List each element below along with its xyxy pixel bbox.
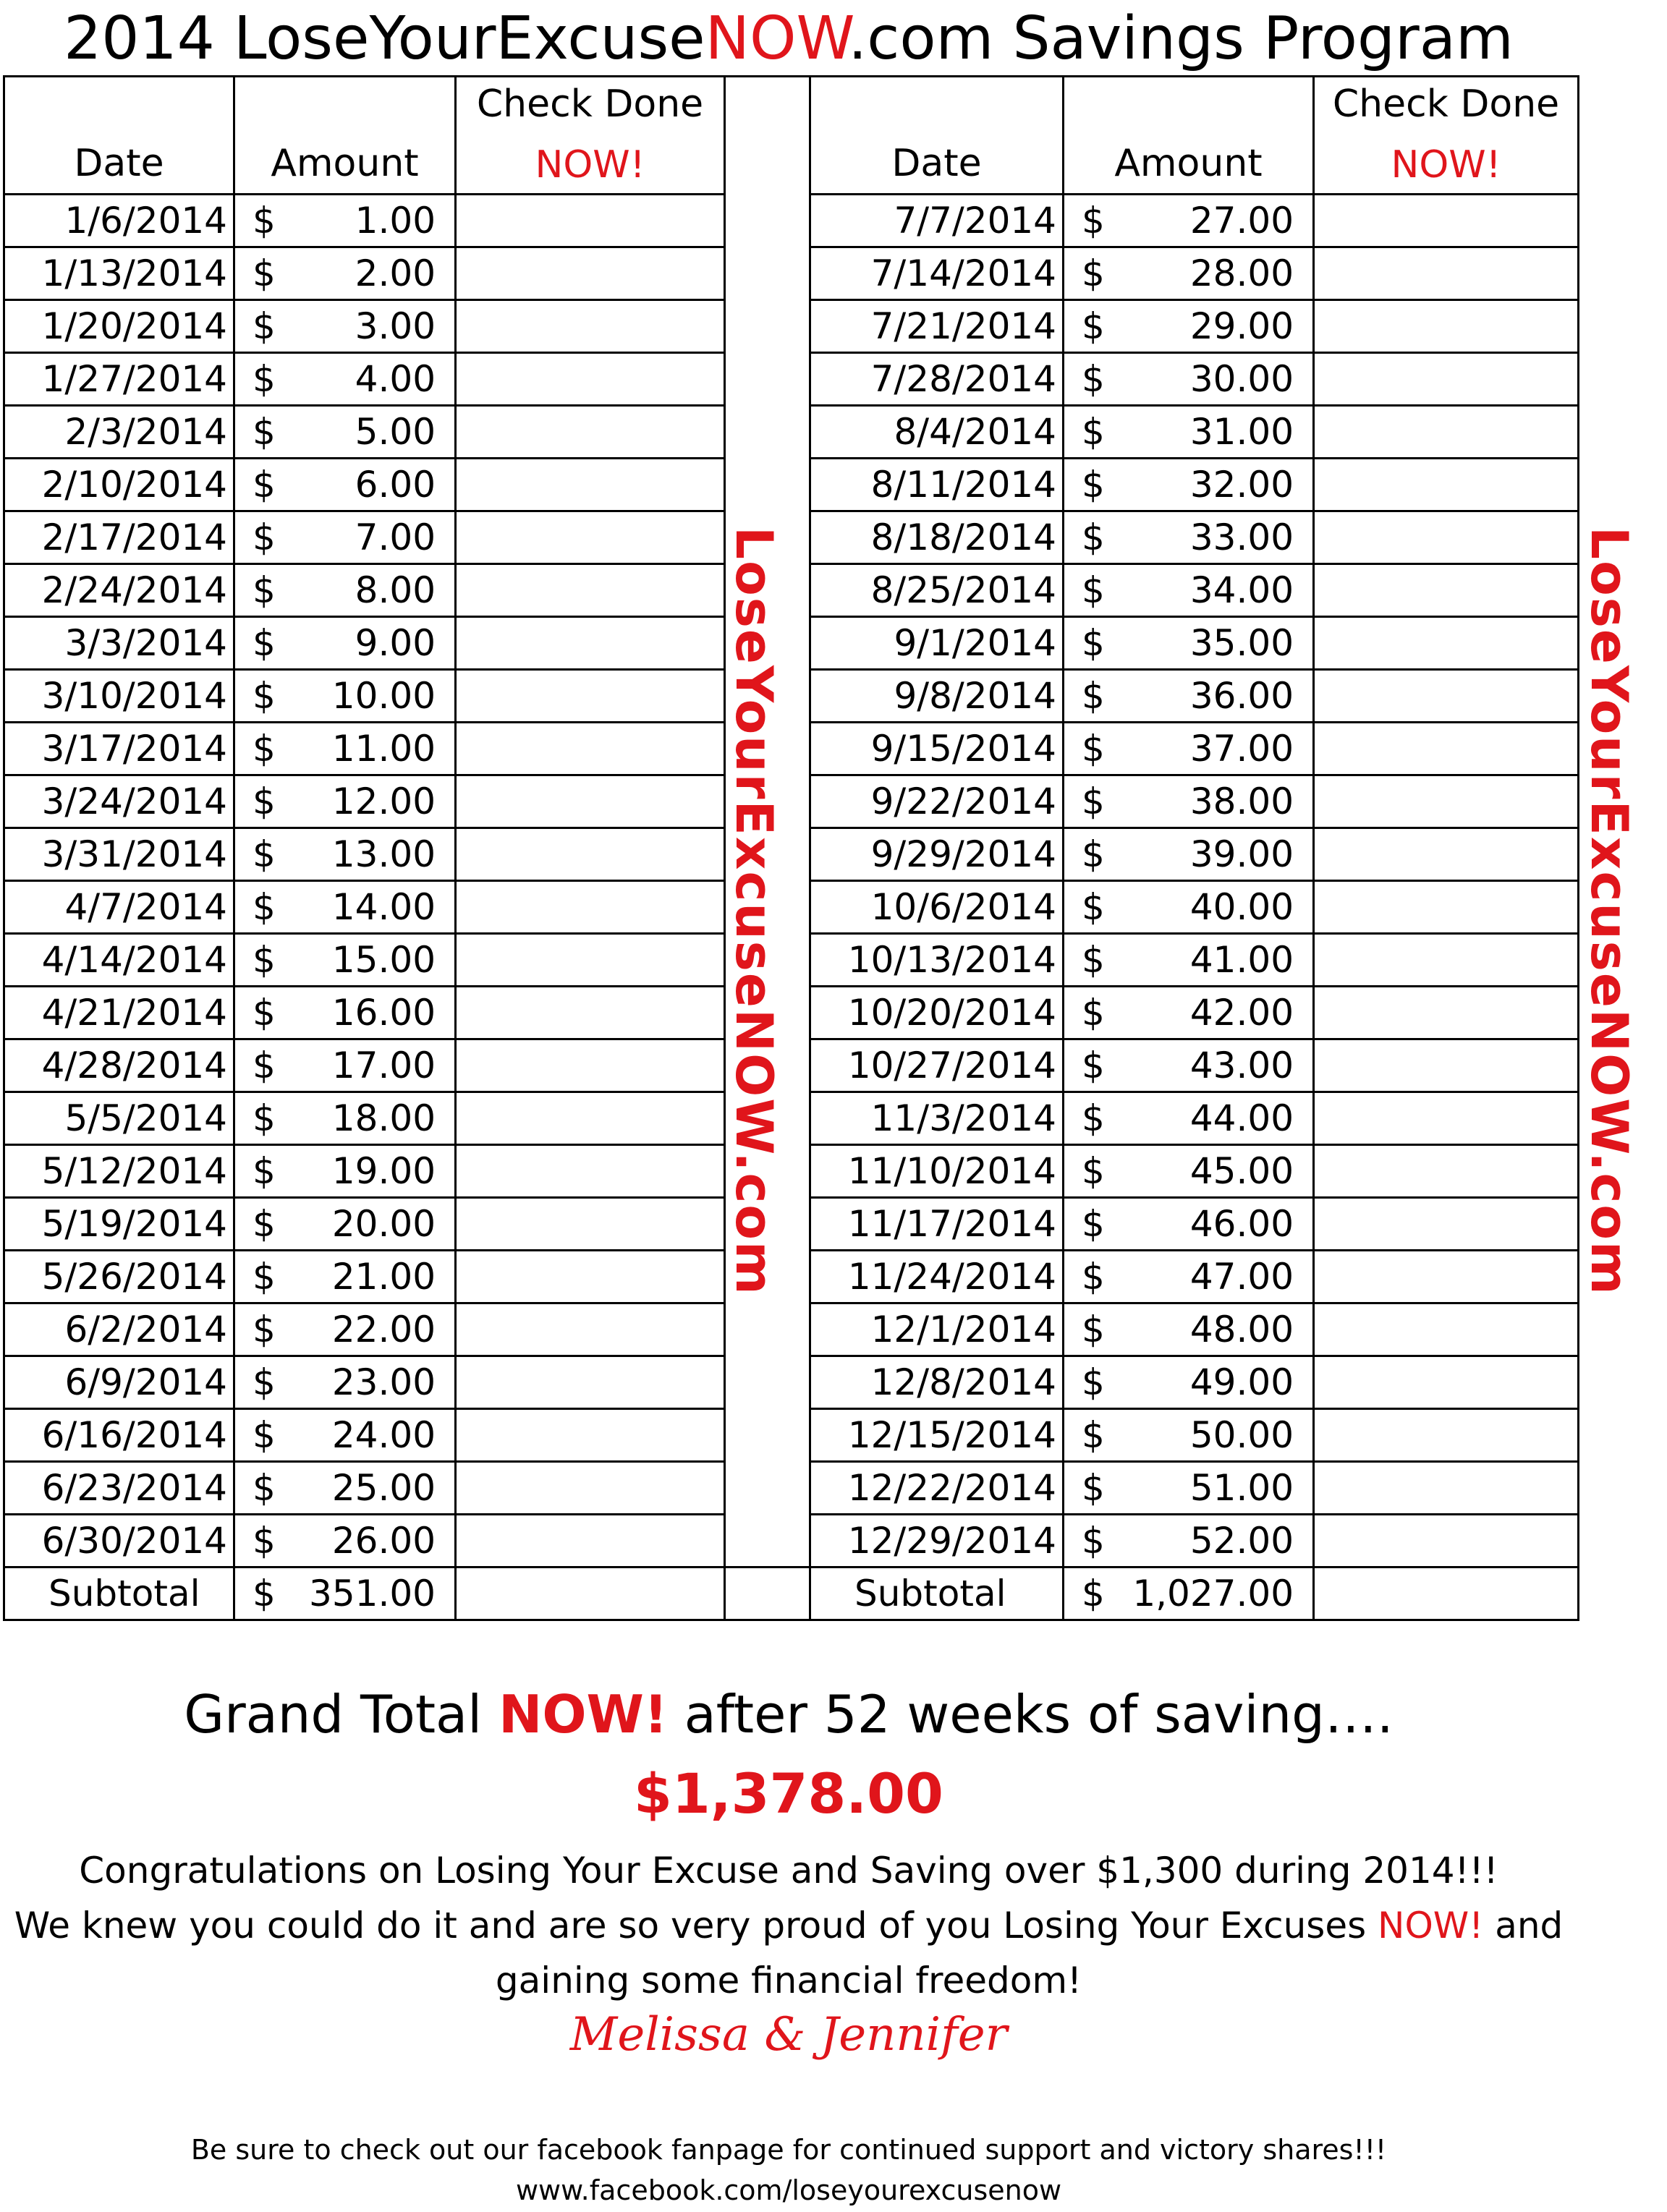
left-date-cell: 6/2/2014 (4, 1303, 234, 1356)
left-amount-cell (234, 617, 456, 670)
footer-note: Be sure to check out our facebook fanpage for continued support and victory shares!!! (190, 2134, 1387, 2166)
amount-value: 33.00 (1189, 516, 1294, 558)
right-check-cell[interactable] (1314, 775, 1579, 828)
right-amount-cell (1064, 1356, 1314, 1409)
right-check-cell[interactable] (1314, 564, 1579, 617)
currency-symbol: $ (1082, 1097, 1105, 1139)
right-date-cell: 12/8/2014 (810, 1356, 1064, 1409)
grand-total-amount: $1,378.00 (634, 1761, 943, 1826)
title-prefix: 2014 LoseYourExcuse (64, 4, 705, 73)
amount-value: 40.00 (1189, 886, 1294, 928)
right-amount-cell (1064, 1409, 1314, 1462)
right-date-header: Date (810, 77, 1064, 195)
right-check-cell[interactable] (1314, 1145, 1579, 1198)
currency-symbol: $ (253, 833, 276, 875)
amount-value: 41.00 (1189, 939, 1294, 981)
right-amount-cell (1064, 1092, 1314, 1145)
currency-symbol: $ (1082, 939, 1105, 981)
currency-symbol: $ (1082, 1309, 1105, 1350)
left-date-cell: 4/28/2014 (4, 1039, 234, 1092)
currency-symbol: $ (1082, 833, 1105, 875)
left-check-cell[interactable] (456, 564, 725, 617)
amount-value: 50.00 (1189, 1414, 1294, 1456)
left-date-cell: 4/21/2014 (4, 987, 234, 1039)
right-amount-cell (1064, 300, 1314, 353)
currency-symbol: $ (253, 200, 276, 242)
currency-symbol: $ (253, 622, 276, 664)
left-check-cell[interactable] (456, 1198, 725, 1251)
right-date-cell: 10/13/2014 (810, 934, 1064, 987)
left-date-cell: 6/30/2014 (4, 1515, 234, 1567)
amount-value: 48.00 (1189, 1309, 1294, 1350)
amount-value: 45.00 (1189, 1150, 1294, 1192)
amount-value: 30.00 (1189, 358, 1294, 400)
left-amount-cell (234, 300, 456, 353)
amount-value: 20.00 (331, 1203, 436, 1245)
currency-symbol: $ (253, 939, 276, 981)
currency-symbol: $ (1082, 252, 1105, 294)
right-check-cell[interactable] (1314, 511, 1579, 564)
amount-value: 18.00 (331, 1097, 436, 1139)
right-date-cell: 11/24/2014 (810, 1251, 1064, 1303)
amount-value: 12.00 (331, 780, 436, 822)
currency-symbol: $ (253, 1520, 276, 1562)
currency-symbol: $ (1082, 622, 1105, 664)
left-amount-cell (234, 1515, 456, 1567)
left-amount-cell (234, 670, 456, 723)
right-date-cell: 12/1/2014 (810, 1303, 1064, 1356)
right-date-cell: 12/15/2014 (810, 1409, 1064, 1462)
left-subtotal-amount: $ 351.00 (234, 1567, 456, 1620)
amount-value: 46.00 (1189, 1203, 1294, 1245)
left-amount-cell (234, 987, 456, 1039)
right-amount-cell (1064, 1303, 1314, 1356)
left-date-cell: 2/3/2014 (4, 406, 234, 459)
currency-symbol: $ (1082, 516, 1105, 558)
left-check-cell[interactable] (456, 617, 725, 670)
amount-value: 22.00 (331, 1309, 436, 1350)
right-check-cell[interactable] (1314, 459, 1579, 511)
left-check-cell[interactable] (456, 775, 725, 828)
right-date-cell: 9/15/2014 (810, 723, 1064, 775)
currency-symbol: $ (253, 728, 276, 770)
left-date-cell: 1/27/2014 (4, 353, 234, 406)
title-highlight: NOW (705, 4, 849, 73)
amount-value: 37.00 (1189, 728, 1294, 770)
right-check-cell[interactable] (1314, 881, 1579, 934)
currency-symbol: $ (1082, 1203, 1105, 1245)
vertical-brand-right: LoseYourExcuseNOW.com (1579, 527, 1640, 1296)
left-check-cell[interactable] (456, 195, 725, 247)
currency-symbol: $ (253, 1414, 276, 1456)
left-check-cell[interactable] (456, 934, 725, 987)
currency-symbol: $ (1082, 1414, 1105, 1456)
left-amount-cell (234, 934, 456, 987)
left-amount-cell (234, 1462, 456, 1515)
amount-value: 14.00 (331, 886, 436, 928)
currency-symbol: $ (253, 1256, 276, 1298)
amount-value: 49.00 (1189, 1361, 1294, 1403)
table-row (4, 195, 1579, 247)
amount-value: 3.00 (355, 305, 436, 347)
left-amount-cell (234, 353, 456, 406)
right-date-cell: 8/11/2014 (810, 459, 1064, 511)
left-check-cell[interactable] (456, 300, 725, 353)
left-amount-cell (234, 1092, 456, 1145)
amount-value: 24.00 (331, 1414, 436, 1456)
right-check-cell[interactable] (1314, 1198, 1579, 1251)
separator-column (725, 77, 810, 195)
currency-symbol: $ (1082, 200, 1105, 242)
left-subtotal-label: Subtotal (4, 1567, 234, 1620)
currency-symbol: $ (1082, 1256, 1105, 1298)
currency-symbol: $ (253, 1150, 276, 1192)
left-date-cell: 2/24/2014 (4, 564, 234, 617)
currency-symbol: $ (1082, 1150, 1105, 1192)
currency-symbol: $ (253, 569, 276, 611)
currency-symbol: $ (253, 1467, 276, 1509)
right-amount-cell (1064, 353, 1314, 406)
left-date-cell: 3/17/2014 (4, 723, 234, 775)
amount-value: 39.00 (1189, 833, 1294, 875)
left-check-cell[interactable] (456, 828, 725, 881)
amount-value: 6.00 (355, 464, 436, 506)
right-check-cell[interactable] (1314, 670, 1579, 723)
left-amount-cell (234, 1409, 456, 1462)
right-date-cell: 9/29/2014 (810, 828, 1064, 881)
right-date-cell: 7/7/2014 (810, 195, 1064, 247)
amount-value: 28.00 (1189, 252, 1294, 294)
amount-value: 27.00 (1189, 200, 1294, 242)
left-check-cell[interactable] (456, 881, 725, 934)
congrats-line-3: gaining some financial freedom! (495, 1960, 1082, 2002)
amount-value: 31.00 (1189, 411, 1294, 453)
currency-symbol: $ (1082, 358, 1105, 400)
table-header-row (4, 77, 1579, 195)
amount-value: 35.00 (1189, 622, 1294, 664)
left-check-cell[interactable] (456, 1462, 725, 1515)
currency-symbol: $ (1082, 1361, 1105, 1403)
right-check-cell[interactable] (1314, 247, 1579, 300)
currency-symbol: $ (253, 1203, 276, 1245)
amount-value: 43.00 (1189, 1045, 1294, 1086)
left-check-cell[interactable] (456, 406, 725, 459)
left-check-cell[interactable] (456, 1409, 725, 1462)
right-date-cell: 10/6/2014 (810, 881, 1064, 934)
currency-symbol: $ (1082, 780, 1105, 822)
amount-value: 25.00 (331, 1467, 436, 1509)
left-amount-cell (234, 564, 456, 617)
left-check-cell[interactable] (456, 511, 725, 564)
left-date-cell: 4/14/2014 (4, 934, 234, 987)
right-amount-cell (1064, 459, 1314, 511)
congrats-line-2: We knew you could do it and are so very proud of you Losing Your Excuses NOW! and (14, 1905, 1564, 1947)
left-check-cell[interactable] (456, 1092, 725, 1145)
right-check-cell[interactable] (1314, 1356, 1579, 1409)
right-date-cell: 10/27/2014 (810, 1039, 1064, 1092)
right-amount-cell (1064, 670, 1314, 723)
amount-value: 10.00 (331, 675, 436, 717)
left-check-cell[interactable] (456, 670, 725, 723)
amount-value: 42.00 (1189, 992, 1294, 1034)
page-title (0, 3, 1577, 75)
congrats-line-1: Congratulations on Losing Your Excuse and Saving over $1,300 during 2014!!! (79, 1850, 1498, 1892)
right-date-cell: 7/28/2014 (810, 353, 1064, 406)
left-date-cell: 3/31/2014 (4, 828, 234, 881)
right-check-cell[interactable] (1314, 406, 1579, 459)
currency-symbol: $ (253, 1309, 276, 1350)
amount-value: 44.00 (1189, 1097, 1294, 1139)
left-check-cell[interactable] (456, 723, 725, 775)
left-date-cell: 6/23/2014 (4, 1462, 234, 1515)
right-date-cell: 7/21/2014 (810, 300, 1064, 353)
amount-value: 16.00 (331, 992, 436, 1034)
title-suffix: .com Savings Program (848, 4, 1514, 73)
right-amount-cell (1064, 881, 1314, 934)
amount-value: 8.00 (355, 569, 436, 611)
currency-symbol: $ (253, 992, 276, 1034)
right-amount-cell (1064, 1515, 1314, 1567)
left-amount-cell (234, 1198, 456, 1251)
right-amount-header: Amount (1064, 77, 1314, 195)
right-check-cell[interactable] (1314, 1409, 1579, 1462)
left-check-cell[interactable] (456, 459, 725, 511)
amount-value: 17.00 (331, 1045, 436, 1086)
left-amount-cell (234, 459, 456, 511)
currency-symbol: $ (1082, 1520, 1105, 1562)
left-check-cell[interactable] (456, 1145, 725, 1198)
amount-value: 15.00 (331, 939, 436, 981)
left-date-cell: 1/6/2014 (4, 195, 234, 247)
right-check-cell[interactable] (1314, 987, 1579, 1039)
left-check-cell[interactable] (456, 1039, 725, 1092)
right-amount-cell (1064, 828, 1314, 881)
currency-symbol: $ (1082, 1467, 1105, 1509)
right-amount-cell (1064, 723, 1314, 775)
right-amount-cell (1064, 1251, 1314, 1303)
amount-value: 51.00 (1189, 1467, 1294, 1509)
right-check-cell[interactable] (1314, 1515, 1579, 1567)
right-date-cell: 11/10/2014 (810, 1145, 1064, 1198)
right-check-cell[interactable] (1314, 353, 1579, 406)
amount-value: 2.00 (355, 252, 436, 294)
left-amount-cell (234, 1303, 456, 1356)
left-amount-cell (234, 511, 456, 564)
left-amount-header: Amount (234, 77, 456, 195)
left-check-cell[interactable] (456, 247, 725, 300)
left-date-cell: 3/10/2014 (4, 670, 234, 723)
right-amount-cell (1064, 987, 1314, 1039)
amount-value: 7.00 (355, 516, 436, 558)
right-date-cell: 12/22/2014 (810, 1462, 1064, 1515)
left-date-cell: 3/24/2014 (4, 775, 234, 828)
amount-value: 47.00 (1189, 1256, 1294, 1298)
right-date-cell: 7/14/2014 (810, 247, 1064, 300)
right-amount-cell (1064, 247, 1314, 300)
amount-value: 4.00 (355, 358, 436, 400)
right-check-cell[interactable] (1314, 828, 1579, 881)
left-check-cell[interactable] (456, 1303, 725, 1356)
right-amount-cell (1064, 1039, 1314, 1092)
right-amount-cell (1064, 1198, 1314, 1251)
left-amount-cell (234, 1145, 456, 1198)
currency-symbol: $ (253, 1097, 276, 1139)
right-check-cell[interactable] (1314, 1251, 1579, 1303)
left-date-cell: 1/20/2014 (4, 300, 234, 353)
right-check-cell[interactable] (1314, 195, 1579, 247)
left-date-cell: 5/5/2014 (4, 1092, 234, 1145)
right-date-cell: 12/29/2014 (810, 1515, 1064, 1567)
currency-symbol: $ (253, 252, 276, 294)
currency-symbol: $ (1082, 675, 1105, 717)
left-subtotal-check[interactable] (456, 1567, 725, 1620)
right-amount-cell (1064, 617, 1314, 670)
amount-value: 26.00 (331, 1520, 436, 1562)
currency-symbol: $ (1082, 305, 1105, 347)
currency-symbol: $ (253, 780, 276, 822)
currency-symbol: $ (1082, 569, 1105, 611)
currency-symbol: $ (1082, 464, 1105, 506)
amount-value: 1.00 (355, 200, 436, 242)
currency-symbol: $ (253, 1361, 276, 1403)
vertical-brand-left: LoseYourExcuseNOW.com (724, 527, 784, 1296)
amount-value: 34.00 (1189, 569, 1294, 611)
left-date-cell: 3/3/2014 (4, 617, 234, 670)
right-subtotal-label: Subtotal (810, 1567, 1064, 1620)
right-check-cell[interactable] (1314, 934, 1579, 987)
left-check-cell[interactable] (456, 1515, 725, 1567)
right-amount-cell (1064, 406, 1314, 459)
left-check-cell[interactable] (456, 1251, 725, 1303)
amount-value: 5.00 (355, 411, 436, 453)
amount-value: 38.00 (1189, 780, 1294, 822)
left-amount-cell (234, 247, 456, 300)
amount-value: 19.00 (331, 1150, 436, 1192)
left-date-cell: 6/9/2014 (4, 1356, 234, 1409)
amount-value: 52.00 (1189, 1520, 1294, 1562)
amount-value: 13.00 (331, 833, 436, 875)
amount-value: 9.00 (355, 622, 436, 664)
right-amount-cell (1064, 775, 1314, 828)
left-check-cell[interactable] (456, 353, 725, 406)
right-date-cell: 11/3/2014 (810, 1092, 1064, 1145)
left-date-cell: 5/26/2014 (4, 1251, 234, 1303)
right-check-header: Check Done NOW! (1314, 77, 1579, 195)
amount-value: 29.00 (1189, 305, 1294, 347)
grand-total-heading: Grand Total NOW! after 52 weeks of saving…. (184, 1684, 1394, 1745)
left-amount-cell (234, 1356, 456, 1409)
left-check-cell[interactable] (456, 1356, 725, 1409)
right-check-cell[interactable] (1314, 723, 1579, 775)
currency-symbol: $ (1082, 728, 1105, 770)
signature: Melissa & Jennifer (569, 2008, 1008, 2062)
left-date-cell: 6/16/2014 (4, 1409, 234, 1462)
right-check-cell[interactable] (1314, 1092, 1579, 1145)
currency-symbol: $ (253, 516, 276, 558)
left-check-cell[interactable] (456, 987, 725, 1039)
right-check-cell[interactable] (1314, 1039, 1579, 1092)
right-amount-cell (1064, 1145, 1314, 1198)
right-date-cell: 9/1/2014 (810, 617, 1064, 670)
currency-symbol: $ (253, 675, 276, 717)
left-amount-cell (234, 406, 456, 459)
right-date-cell: 8/4/2014 (810, 406, 1064, 459)
currency-symbol: $ (253, 464, 276, 506)
right-subtotal-amount: $ 1,027.00 (1064, 1567, 1314, 1620)
right-date-cell: 10/20/2014 (810, 987, 1064, 1039)
amount-value: 36.00 (1189, 675, 1294, 717)
left-check-header: Check Done NOW! (456, 77, 725, 195)
left-amount-cell (234, 723, 456, 775)
currency-symbol: $ (253, 358, 276, 400)
currency-symbol: $ (1082, 1045, 1105, 1086)
amount-value: 32.00 (1189, 464, 1294, 506)
left-date-cell: 4/7/2014 (4, 881, 234, 934)
subtotal-row (4, 1567, 1579, 1620)
left-amount-cell (234, 1039, 456, 1092)
currency-symbol: $ (1082, 992, 1105, 1034)
currency-symbol: $ (253, 305, 276, 347)
currency-symbol: $ (253, 886, 276, 928)
right-amount-cell (1064, 195, 1314, 247)
left-date-header: Date (4, 77, 234, 195)
left-date-cell: 2/10/2014 (4, 459, 234, 511)
right-check-cell[interactable] (1314, 617, 1579, 670)
left-date-cell: 1/13/2014 (4, 247, 234, 300)
right-amount-cell (1064, 1462, 1314, 1515)
currency-symbol: $ (253, 1045, 276, 1086)
right-date-cell: 9/8/2014 (810, 670, 1064, 723)
right-amount-cell (1064, 934, 1314, 987)
separator-cell (725, 1567, 810, 1620)
right-date-cell: 8/25/2014 (810, 564, 1064, 617)
right-date-cell: 8/18/2014 (810, 511, 1064, 564)
right-check-cell[interactable] (1314, 300, 1579, 353)
right-check-cell[interactable] (1314, 1462, 1579, 1515)
left-amount-cell (234, 1251, 456, 1303)
footer-link[interactable]: www.facebook.com/loseyourexcusenow (515, 2174, 1062, 2206)
left-amount-cell (234, 195, 456, 247)
amount-value: 23.00 (331, 1361, 436, 1403)
left-amount-cell (234, 775, 456, 828)
amount-value: 11.00 (331, 728, 436, 770)
right-subtotal-check[interactable] (1314, 1567, 1579, 1620)
currency-symbol: $ (1082, 411, 1105, 453)
left-amount-cell (234, 881, 456, 934)
right-date-cell: 11/17/2014 (810, 1198, 1064, 1251)
left-date-cell: 5/19/2014 (4, 1198, 234, 1251)
right-check-cell[interactable] (1314, 1303, 1579, 1356)
right-amount-cell (1064, 564, 1314, 617)
right-amount-cell (1064, 511, 1314, 564)
savings-table (3, 75, 1579, 1621)
left-amount-cell (234, 828, 456, 881)
right-date-cell: 9/22/2014 (810, 775, 1064, 828)
currency-symbol: $ (1082, 886, 1105, 928)
amount-value: 21.00 (331, 1256, 436, 1298)
currency-symbol: $ (253, 411, 276, 453)
left-date-cell: 2/17/2014 (4, 511, 234, 564)
left-date-cell: 5/12/2014 (4, 1145, 234, 1198)
